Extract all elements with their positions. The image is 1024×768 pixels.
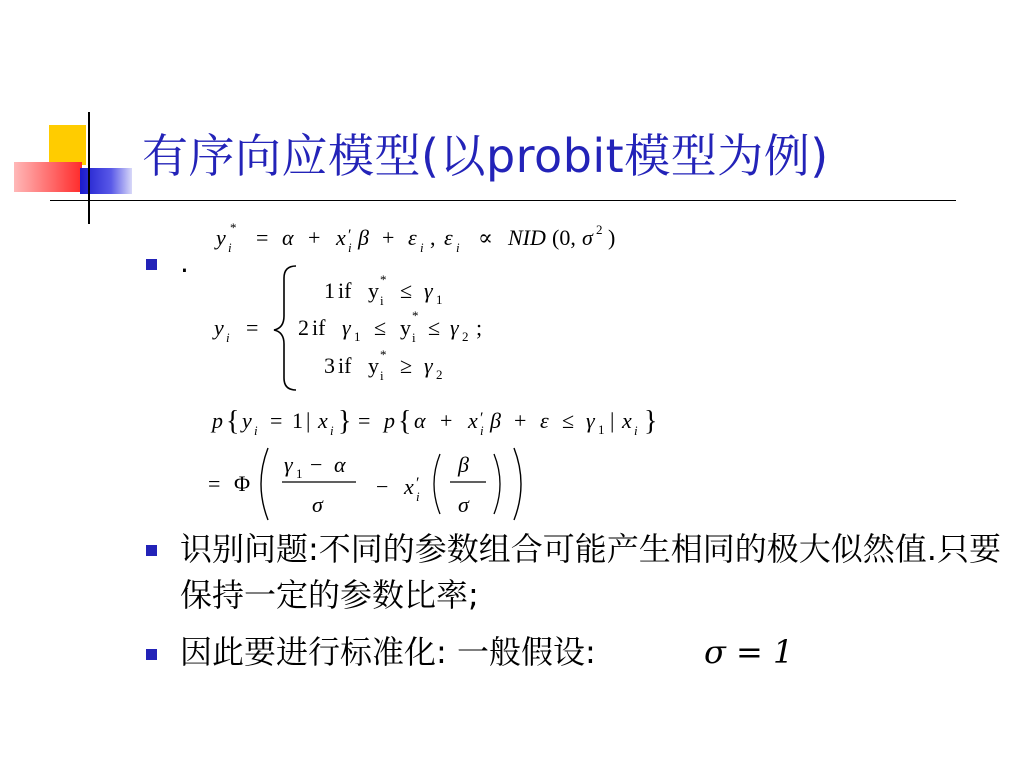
svg-text:y: y [214,315,224,340]
svg-text:y: y [368,353,379,378]
svg-text:*: * [380,272,387,287]
svg-text:*: * [412,308,419,323]
svg-text:*: * [230,220,237,235]
svg-text:y: y [216,225,226,250]
svg-text:−: − [310,452,323,477]
svg-text:{: { [398,406,412,437]
svg-text:2: 2 [462,329,469,344]
svg-text:γ: γ [450,315,459,340]
svg-text:=: = [256,225,269,250]
svg-text:≤: ≤ [400,278,413,303]
bullet-1-text: . [180,246,189,279]
svg-text:ε: ε [540,408,549,433]
svg-text:1: 1 [324,278,335,303]
svg-text:*: * [380,347,387,362]
svg-text:=: = [270,408,283,433]
svg-text:γ: γ [424,278,433,303]
normalization-formula: σ = 1 [704,633,794,671]
svg-text:x: x [336,225,346,250]
svg-text:′: ′ [416,475,420,492]
svg-text:γ: γ [342,315,351,340]
svg-text:1: 1 [354,329,361,344]
svg-text:γ: γ [424,353,433,378]
svg-text:=: = [208,471,221,496]
svg-text:y: y [242,408,252,433]
svg-text:3: 3 [324,353,335,378]
svg-text:+: + [382,225,395,250]
svg-text:2: 2 [596,222,603,237]
svg-text:α: α [334,452,346,477]
svg-text:+: + [308,225,321,250]
svg-text:i: i [480,423,484,438]
svg-text:1: 1 [598,422,605,437]
bullet-marker [146,259,157,270]
svg-text:+: + [514,408,527,433]
svg-text:γ: γ [284,452,293,477]
svg-text:ε: ε [444,225,453,250]
decor-vertical-line [88,112,90,224]
decor-yellow-square [49,125,86,165]
title-underline [50,200,956,201]
svg-text:i: i [456,240,460,255]
svg-text:−: − [376,474,389,499]
svg-text:x: x [622,408,632,433]
formula-latent-equation [214,220,615,255]
svg-text:i: i [330,423,334,438]
bullet-marker [146,545,157,556]
svg-text:x: x [468,408,478,433]
svg-text:≤: ≤ [374,315,387,340]
svg-text:;: ; [476,315,483,340]
svg-text:if: if [338,278,352,303]
svg-text:x: x [318,408,328,433]
svg-text:α: α [282,225,294,250]
svg-text:i: i [412,330,416,345]
svg-text:≤: ≤ [428,315,441,340]
svg-text:i: i [634,423,638,438]
svg-text:p: p [212,408,223,433]
bullet-2-text: 识别问题:不同的参数组合可能产生相同的极大似然值.只要保持一定的参数比率; [180,530,1001,614]
svg-text:,: , [430,225,436,250]
decor-red-bar [14,162,82,192]
svg-text:β: β [358,225,369,250]
svg-text:+: + [440,408,453,433]
svg-text:≤: ≤ [562,408,575,433]
svg-text:p: p [384,408,395,433]
svg-text:i: i [380,368,384,383]
svg-text:y: y [368,278,379,303]
svg-text:β: β [458,452,469,477]
svg-text:ε: ε [408,225,417,250]
svg-text:1: 1 [436,292,443,307]
svg-text:(0,: (0, [552,225,576,250]
svg-text:i: i [226,330,230,345]
svg-text:α: α [414,408,426,433]
bullet-marker [146,649,157,660]
bullet-3-text: 因此要进行标准化: 一般假设: [180,633,596,671]
svg-text:∝: ∝ [478,225,493,250]
svg-text:′: ′ [348,227,352,244]
svg-text:{: { [226,406,240,437]
formula-cdf [208,448,521,520]
svg-text:i: i [380,293,384,308]
svg-text:2: 2 [298,315,309,340]
svg-text:x: x [404,474,414,499]
svg-text:i: i [348,240,352,255]
svg-text:if: if [312,315,326,340]
svg-text:2: 2 [436,367,443,382]
svg-text:=: = [246,315,259,340]
svg-text:=: = [358,408,371,433]
svg-text:Φ: Φ [234,471,251,496]
svg-text:σ: σ [458,492,469,517]
svg-text:}: } [338,406,352,437]
svg-text:1: 1 [292,408,303,433]
svg-text:NID: NID [508,225,546,250]
model-formulas [196,204,776,524]
formula-probability [210,406,657,438]
svg-text:y: y [400,315,411,340]
svg-text:≥: ≥ [400,353,413,378]
svg-text:σ: σ [312,492,323,517]
svg-text:β: β [490,408,501,433]
svg-text:i: i [416,489,420,504]
svg-text:|: | [610,408,615,433]
svg-text:σ: σ [582,225,593,250]
svg-text:i: i [254,423,258,438]
svg-text:′: ′ [480,410,484,427]
formula-piecewise [212,266,482,390]
svg-text:1: 1 [296,466,303,481]
svg-text:i: i [228,240,232,255]
svg-text:): ) [608,225,616,250]
svg-text:if: if [338,353,352,378]
svg-text:}: } [644,406,658,437]
svg-text:i: i [420,240,424,255]
svg-text:|: | [306,408,311,433]
svg-text:γ: γ [586,408,595,433]
slide-title: 有序向应模型(以probit模型为例) [142,129,829,183]
